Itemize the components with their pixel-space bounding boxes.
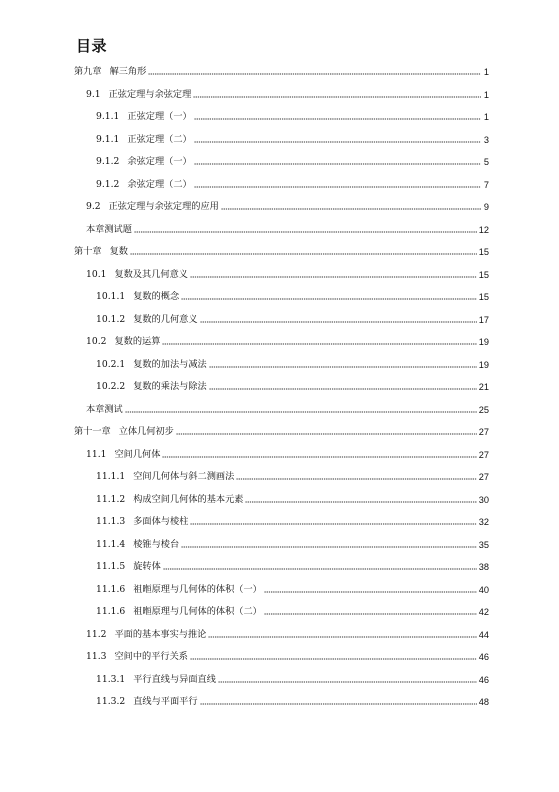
toc-entry-number: 11.3 (86, 651, 107, 662)
toc-entry-page-number: 1 (483, 67, 489, 77)
toc-entry-number: 第十章 (74, 246, 102, 257)
dot-leader (236, 478, 476, 480)
toc-entry-page-number: 15 (478, 269, 489, 280)
dot-leader (194, 163, 481, 165)
toc-entry-title: 本章测试 (86, 403, 123, 415)
toc-entry-page-number: 27 (478, 427, 489, 437)
toc-entry-title: 旋转体 (133, 561, 161, 572)
toc-entry-number: 11.1.6 (96, 606, 126, 617)
toc-entry-page-number: 19 (478, 337, 489, 347)
toc-entry-number: 11.3.2 (96, 696, 126, 707)
toc-entry[interactable] (74, 242, 489, 258)
toc-entry-number: 10.2.1 (96, 358, 126, 370)
dot-leader (194, 186, 481, 188)
dot-leader (200, 703, 477, 705)
toc-entry-page-number: 1 (483, 112, 489, 122)
toc-entry[interactable] (96, 467, 489, 483)
toc-entry-title: 正弦定理与余弦定理 (108, 88, 192, 100)
toc-entry-title: 复数的乘法与除法 (133, 381, 207, 392)
toc-entry[interactable] (96, 355, 489, 371)
toc-entry-number: 第九章 (74, 66, 102, 77)
toc-entry-title: 祖暅原理与几何体的体积（二） (133, 606, 262, 617)
toc-entry[interactable] (86, 625, 489, 641)
toc-entry[interactable] (96, 152, 489, 168)
toc-entry-page-number: 27 (478, 449, 489, 460)
toc-entry[interactable] (96, 377, 489, 393)
toc-entry-page-number: 30 (478, 494, 489, 505)
toc-entry-page-number: 35 (478, 539, 489, 550)
toc-entry-number: 9.1.1 (96, 111, 120, 122)
toc-entry-page-number: 17 (478, 314, 489, 325)
toc-entry-number: 第十一章 (74, 426, 111, 437)
toc-entry[interactable] (96, 512, 489, 528)
toc-entry[interactable] (96, 287, 489, 303)
toc-entry-number: 11.1.1 (96, 471, 126, 482)
toc-entry-page-number: 25 (478, 404, 489, 415)
toc-heading: 目录 (76, 37, 108, 55)
toc-entry-page-number: 19 (478, 359, 489, 370)
toc-entry[interactable] (86, 445, 489, 461)
dot-leader (208, 636, 476, 638)
dot-leader (125, 411, 477, 413)
toc-entry-page-number: 38 (478, 562, 489, 572)
toc-entry-title: 立体几何初步 (118, 426, 174, 437)
toc-entry-page-number: 3 (483, 134, 489, 145)
toc-entry-title: 棱锥与棱台 (133, 538, 180, 550)
dot-leader (200, 321, 477, 323)
dot-leader (209, 366, 477, 368)
toc-entry-title: 复数的几何意义 (133, 313, 198, 325)
toc-entry-title: 复数的运算 (114, 336, 161, 347)
toc-entry-number: 10.1.2 (96, 313, 126, 325)
toc-entry-number: 11.2 (86, 628, 107, 640)
toc-entry-title: 正弦定理（二） (127, 133, 192, 145)
toc-entry-number: 11.1.6 (96, 583, 126, 595)
toc-entry-number: 9.1.2 (96, 156, 120, 167)
toc-entry[interactable] (96, 535, 489, 551)
dot-leader (176, 433, 477, 435)
toc-entry[interactable] (96, 175, 489, 191)
toc-entry-number: 11.1.2 (96, 493, 126, 505)
toc-entry-number: 9.1.2 (96, 178, 120, 190)
toc-entry-title: 构成空间几何体的基本元素 (133, 493, 244, 505)
dot-leader (209, 388, 477, 390)
toc-entry-title: 正弦定理与余弦定理的应用 (108, 201, 219, 212)
toc-entry-number: 11.1.4 (96, 538, 126, 550)
dot-leader (190, 276, 477, 278)
toc-entry-title: 空间中的平行关系 (114, 651, 188, 662)
dot-leader (162, 456, 476, 458)
toc-entry[interactable] (86, 220, 489, 236)
toc-entry-page-number: 42 (478, 607, 489, 617)
dot-leader (181, 546, 477, 548)
toc-entry-title: 平行直线与异面直线 (133, 673, 216, 685)
toc-entry[interactable] (86, 85, 489, 101)
dot-leader (218, 681, 477, 683)
toc-entry[interactable] (86, 647, 489, 663)
toc-entry-title: 解三角形 (109, 66, 147, 77)
toc-entry-number: 11.1.5 (96, 561, 126, 572)
toc-entry[interactable] (74, 62, 489, 78)
dot-leader (163, 568, 477, 570)
dot-leader (194, 141, 481, 143)
dot-leader (148, 73, 481, 75)
toc-entry-page-number: 44 (478, 629, 489, 640)
toc-entry-number: 10.2 (86, 336, 107, 347)
toc-entry[interactable] (86, 400, 489, 416)
dot-leader (130, 253, 477, 255)
toc-entry-title: 平面的基本事实与推论 (114, 628, 207, 640)
toc-entry[interactable] (96, 130, 489, 146)
toc-entry-number: 11.3.1 (96, 673, 126, 685)
toc-entry[interactable] (86, 265, 489, 281)
toc-entry-number: 9.1.1 (96, 133, 120, 145)
toc-entry-number: 10.2.2 (96, 381, 126, 392)
toc-entry-page-number: 9 (483, 202, 489, 212)
toc-entry-number: 10.1.1 (96, 291, 126, 302)
toc-entry[interactable] (96, 692, 489, 708)
toc-entry[interactable] (96, 490, 489, 506)
toc-entry-page-number: 40 (478, 584, 489, 595)
toc-entry-page-number: 46 (478, 652, 489, 662)
toc-entry-page-number: 32 (478, 517, 489, 527)
toc-entry-title: 复数及其几何意义 (114, 268, 188, 280)
toc-entry-page-number: 15 (478, 292, 489, 302)
dot-leader (194, 118, 481, 120)
toc-entry-number: 9.1 (86, 88, 101, 100)
dot-leader (245, 501, 476, 503)
dot-leader (134, 231, 477, 233)
toc-entry-page-number: 7 (483, 179, 489, 190)
dot-leader (162, 343, 476, 345)
toc-entry-page-number: 21 (478, 382, 489, 392)
toc-entry-page-number: 46 (478, 674, 489, 685)
toc-entry-page-number: 5 (483, 157, 489, 167)
dot-leader (221, 208, 481, 210)
dot-leader (193, 96, 481, 98)
toc-entry[interactable] (96, 557, 489, 573)
dot-leader (181, 298, 477, 300)
toc-entry-title: 空间几何体 (114, 448, 161, 460)
toc-entry-title: 余弦定理（一） (127, 156, 192, 167)
toc-entry[interactable] (74, 422, 489, 438)
toc-entry-number: 9.2 (86, 201, 101, 212)
toc-entry-page-number: 15 (478, 247, 489, 257)
toc-entry-title: 余弦定理（二） (127, 178, 192, 190)
toc-entry-number: 10.1 (86, 268, 107, 280)
dot-leader (190, 658, 477, 660)
toc-entry[interactable] (96, 670, 489, 686)
toc-entry-page-number: 27 (478, 472, 489, 482)
dot-leader (264, 591, 477, 593)
dot-leader (190, 523, 476, 525)
toc-entry-title: 正弦定理（一） (127, 111, 192, 122)
toc-entry-title: 空间几何体与斜二测画法 (133, 471, 235, 482)
toc-entry[interactable] (96, 310, 489, 326)
toc-entry-title: 本章测试题 (86, 223, 132, 235)
toc-entry-number: 11.1 (86, 448, 107, 460)
toc-entry[interactable] (96, 602, 489, 618)
toc-entry-title: 直线与平面平行 (133, 696, 198, 707)
toc-entry-page-number: 1 (483, 89, 489, 100)
toc-entry[interactable] (96, 107, 489, 123)
toc-entry-page-number: 48 (478, 697, 489, 707)
toc-entry[interactable] (96, 580, 489, 596)
toc-entry-title: 祖暅原理与几何体的体积（一） (133, 583, 262, 595)
toc-entry-title: 多面体与棱柱 (133, 516, 189, 527)
toc-entry-title: 复数 (109, 246, 128, 257)
toc-entry[interactable] (86, 332, 489, 348)
toc-entry-title: 复数的概念 (133, 291, 180, 302)
toc-entry-page-number: 12 (478, 224, 489, 235)
toc-entry-title: 复数的加法与减法 (133, 358, 207, 370)
dot-leader (264, 613, 477, 615)
toc-entry[interactable] (86, 197, 489, 213)
toc-entry-number: 11.1.3 (96, 516, 126, 527)
